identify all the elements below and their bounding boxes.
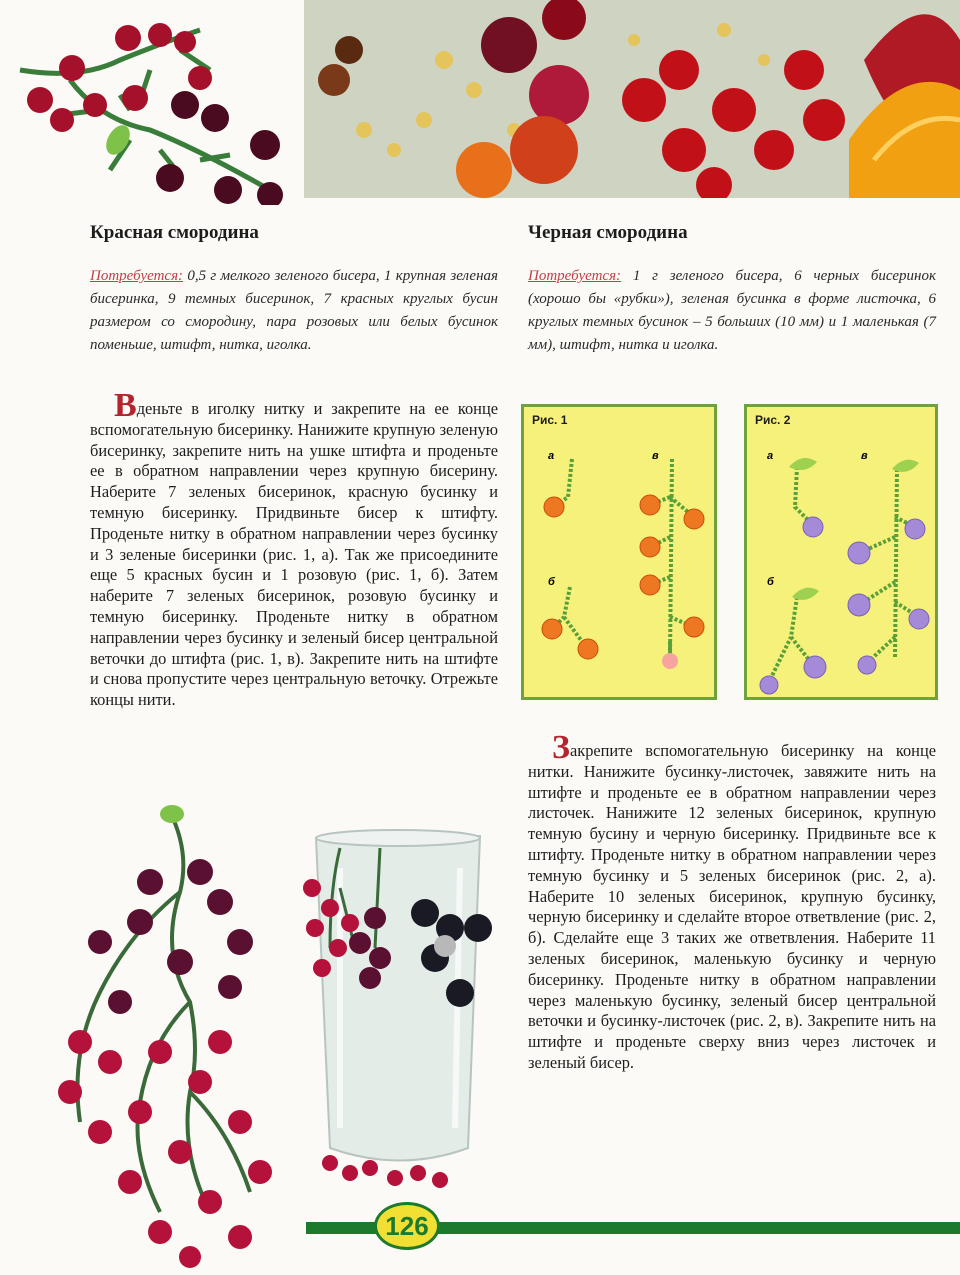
fig2-label-v: в: [861, 450, 868, 462]
photo-currant-clusters: [40, 792, 310, 1270]
page-number: 126: [374, 1202, 440, 1250]
fig2-label-a: а: [767, 450, 774, 462]
figure-1: [521, 404, 717, 700]
instructions-text: деньте в иголку нитку и закрепите на ее конце вспомогательную бисеринку. Нанижите крупную зеленую бисеринку, закрепите нить на ушке штифта и проденьте ее в обратном направлении через крупную бисерину. Наберите 7 зеленых бисеринок, красную бусинку и темную бисеринку. Придвиньте бисер к штифту. Проденьте нитку в обратном направлении через бусинку и 3 зеленые бисеринки (рис. 1, а). Так же присоедините еще 5 красных бусин и 1 розовую (рис. 1, б). Затем наберите 7 зеленых бисеринок, розовую бусинку и темную бисеринку. Проденьте нитку в обратном направлении через бусинку и зеленый бисер центральной веточки до штифта (рис. 1, в). Закрепите нить на штифте и снова пропустите через центральную веточку. Отрежьте концы нити.: [90, 399, 498, 710]
requirements-label: Потребуется:: [90, 268, 184, 284]
instructions-black-currant: [528, 729, 936, 1074]
fig1-label-a: а: [548, 450, 555, 462]
drop-cap: В: [114, 387, 137, 424]
instructions-red-currant: [90, 387, 498, 711]
requirements-black-currant: [528, 265, 936, 357]
requirements-text: 0,5 г мелкого зеленого бисера, 1 крупная зеленая бисеринка, 9 темных бисеринок, 7 красных круглых бусин размером со смородину, пара розовых или белых бусинок поменьше, штифт, нитка, иголка.: [90, 268, 498, 353]
figure-2: [744, 404, 938, 700]
photo-red-currant-top: [0, 0, 300, 205]
instructions-text: акрепите вспомогательную бисеринку на конце нитки. Нанижите бусинку-листочек, завяжите нить на штифте и проденьте ее в обратном направлении через листочек. Нанижите 12 зеленых бисеринок, крупную темную бусину и черную бисеринку. Придвиньте все к штифту. Проденьте нитку в обратном направлении через темную бусинку и 5 зеленых бисеринок (рис. 2, а). Наберите 10 зеленых бисеринок, крупную бусинку, черную бисеринку и сделайте второе ответвление (рис. 2, б). Сделайте еще 3 таких же ответвления. Наберите 11 зеленых бисеринок, маленькую бусинку и черную бисеринку. Проденьте нитку в обратном направлении через маленькую бусинку, зеленый бисер центральной веточки и бусинку-листочек (рис. 2, в). Закрепите нить на штифте и проденьте сверху вниз через листочек и зеленый бисер.: [528, 741, 936, 1072]
figure-1-title: Рис. 1: [532, 413, 568, 427]
fig1-label-v: в: [652, 450, 659, 462]
photo-bead-fruits-top: [304, 0, 960, 198]
fig2-label-b: б: [767, 576, 774, 588]
requirements-label: Потребуется:: [528, 268, 622, 284]
requirements-text: 1 г зеленого бисера, 6 черных бисеринок (хорошо бы «рубки»), зеленая бусинка в форме листочка, 6 круглых темных бусинок – 5 больших (10 мм) и 1 маленькая (7 мм), штифт, нитка и иголка.: [528, 268, 936, 353]
heading-red-currant: Красная смородина: [90, 222, 259, 243]
figure-2-title: Рис. 2: [755, 413, 791, 427]
fig1-label-b: б: [548, 576, 555, 588]
drop-cap: З: [552, 729, 570, 766]
photo-vase-with-currants: [300, 828, 500, 1198]
heading-black-currant: Черная смородина: [528, 222, 688, 243]
requirements-red-currant: [90, 265, 498, 357]
